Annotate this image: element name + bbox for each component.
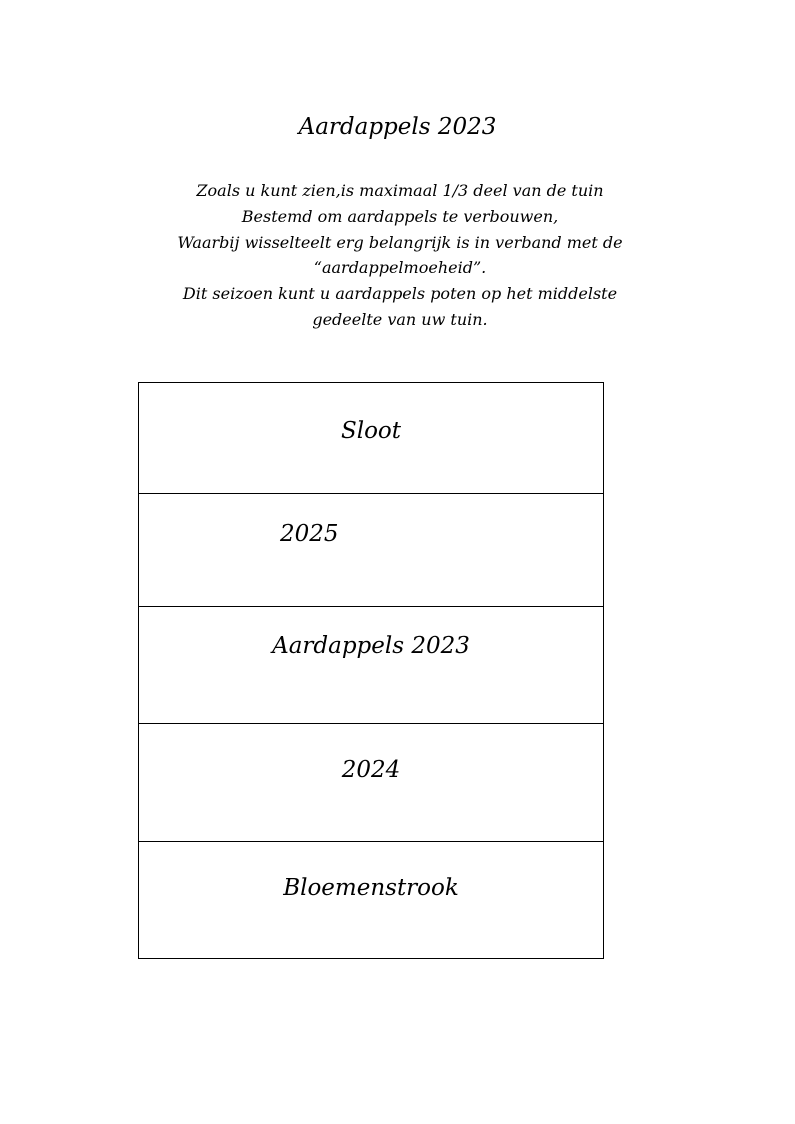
strip-label: 2025 [280, 521, 339, 547]
strip-label: 2024 [341, 757, 401, 783]
intro-line: gedeelte van uw tuin. [312, 309, 488, 329]
garden-plan-table [138, 382, 604, 959]
intro-line: Dit seizoen kunt u aardappels poten op het middelste [182, 284, 618, 304]
garden-strip-flower-border [139, 842, 603, 959]
intro-paragraph [150, 178, 650, 333]
garden-strip-2025 [139, 494, 603, 607]
garden-strip-2024 [139, 724, 603, 842]
intro-line: Bestemd om aardappels te verbouwen, [241, 206, 559, 226]
intro-line: Waarbij wisselteelt erg belangrijk is in verband met de [177, 232, 623, 252]
strip-label: Aardappels 2023 [272, 633, 470, 659]
intro-line: “aardappelmoeheid”. [313, 258, 487, 278]
strip-label: Sloot [340, 418, 402, 444]
intro-line: Zoals u kunt zien,is maximaal 1/3 deel van de tuin [196, 181, 604, 200]
strip-label: Bloemenstrook [283, 875, 459, 901]
page-title: Aardappels 2023 [298, 114, 497, 140]
garden-strip-ditch [139, 383, 603, 494]
garden-strip-potatoes-2023 [139, 607, 603, 724]
